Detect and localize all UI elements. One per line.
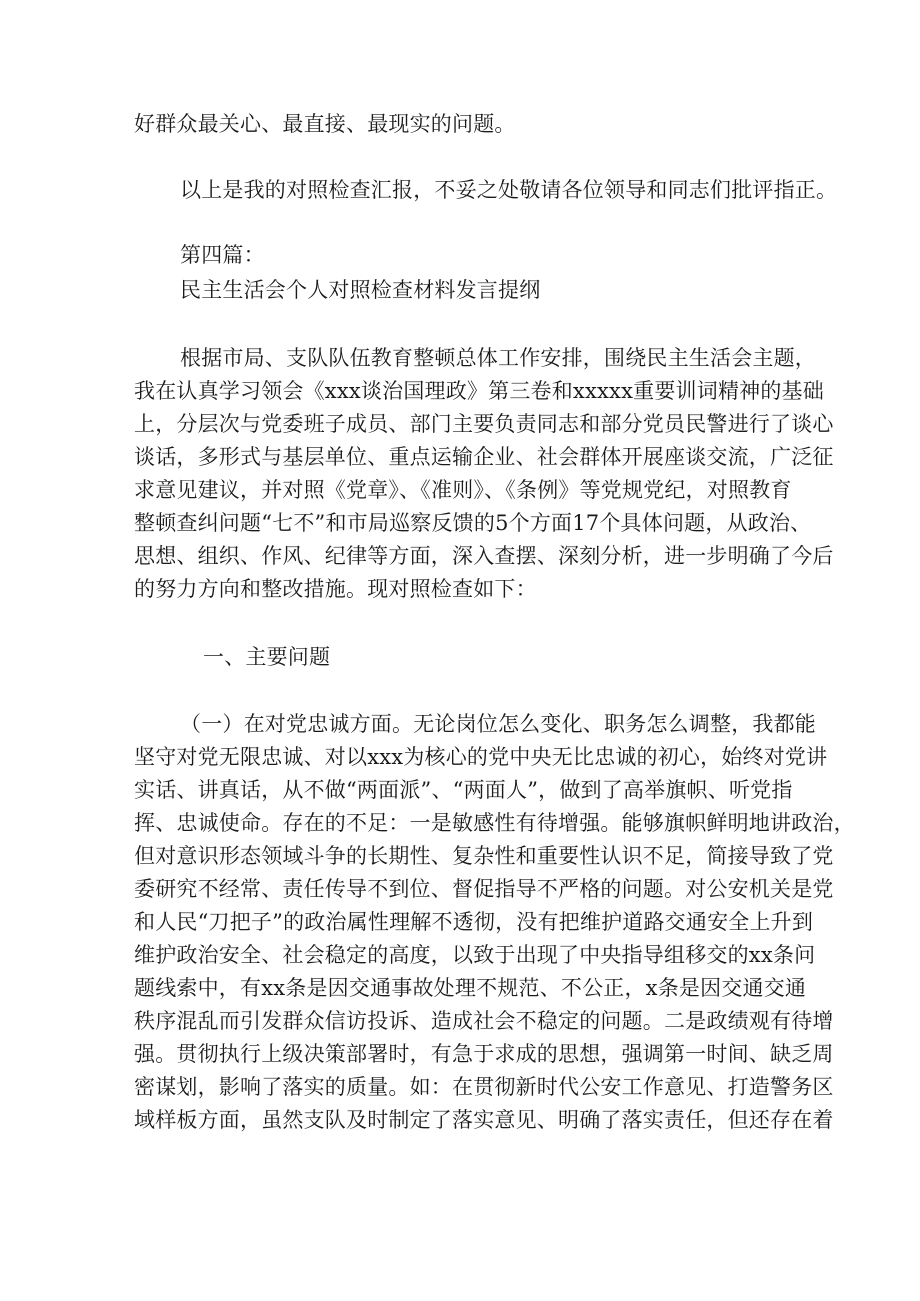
section-body-line: 和人民“刀把子”的政治属性理解不透彻，没有把维护道路交通安全上升到 [134, 910, 814, 934]
section-body-line: 题线索中，有xx条是因交通事故处理不规范、不公正，x条是因交通交通 [134, 976, 807, 1000]
section-heading: 一、主要问题 [203, 645, 331, 669]
section-body-line: 秩序混乱而引发群众信访投诉、造成社会不稳定的问题。二是政绩观有待增 [134, 1009, 834, 1033]
section-body-line: 挥、忠诚使命。存在的不足：一是敏感性有待增强。能够旗帜鲜明地讲政治， [134, 811, 855, 835]
intro-line: 思想、组织、作风、纪律等方面，深入查摆、深刻分析，进一步明确了今后 [134, 544, 834, 568]
section-body-line: 实话、讲真话，从不做“两面派”、“两面人”，做到了高举旗帜、听党指 [134, 778, 793, 802]
chapter-label: 第四篇： [180, 243, 265, 267]
section-body-line: （一）在对党忠诚方面。无论岗位怎么变化、职务怎么调整，我都能 [180, 712, 816, 736]
section-body-line: 域样板方面，虽然支队及时制定了落实意见、明确了落实责任，但还存在着 [134, 1108, 834, 1132]
section-body-line: 密谋划，影响了落实的质量。如：在贯彻新时代公安工作意见、打造警务区 [134, 1075, 834, 1099]
intro-line: 根据市局、支队队伍教育整顿总体工作安排，围绕民主生活会主题， [180, 346, 816, 370]
intro-line: 我在认真学习领会《xxx谈治国理政》第三卷和xxxxx重要训词精神的基础 [134, 379, 824, 403]
intro-line: 上，分层次与党委班子成员、部门主要负责同志和部分党员民警进行了谈心 [134, 412, 834, 436]
closing-statement: 以上是我的对照检查汇报，不妥之处敬请各位领导和同志们批评指正。 [180, 178, 838, 202]
intro-line: 的努力方向和整改措施。现对照检查如下： [134, 577, 537, 601]
chapter-title: 民主生活会个人对照检查材料发言提纲 [180, 278, 541, 302]
section-body-line: 维护政治安全、社会稳定的高度，以致于出现了中央指导组移交的xx条问 [134, 943, 816, 967]
intro-line: 求意见建议，并对照《党章》、《准则》、《条例》等党规党纪，对照教育 [134, 478, 792, 502]
section-body-line: 但对意识形态领域斗争的长期性、复杂性和重要性认识不足，简接导致了党 [134, 844, 834, 868]
section-body-line: 委研究不经常、责任传导不到位、督促指导不严格的问题。对公安机关是党 [134, 877, 834, 901]
intro-line: 整顿查纠问题“七不”和市局巡察反馈的5个方面17个具体问题，从政治、 [134, 511, 812, 535]
paragraph-continuation-line: 好群众最关心、最直接、最现实的问题。 [134, 112, 516, 136]
section-body-line: 坚守对党无限忠诚、对以xxx为核心的党中央无比忠诚的初心，始终对党讲 [134, 745, 828, 769]
section-body-line: 强。贯彻执行上级决策部署时，有急于求成的思想，强调第一时间、缺乏周 [134, 1042, 834, 1066]
intro-line: 谈话，多形式与基层单位、重点运输企业、社会群体开展座谈交流，广泛征 [134, 445, 834, 469]
